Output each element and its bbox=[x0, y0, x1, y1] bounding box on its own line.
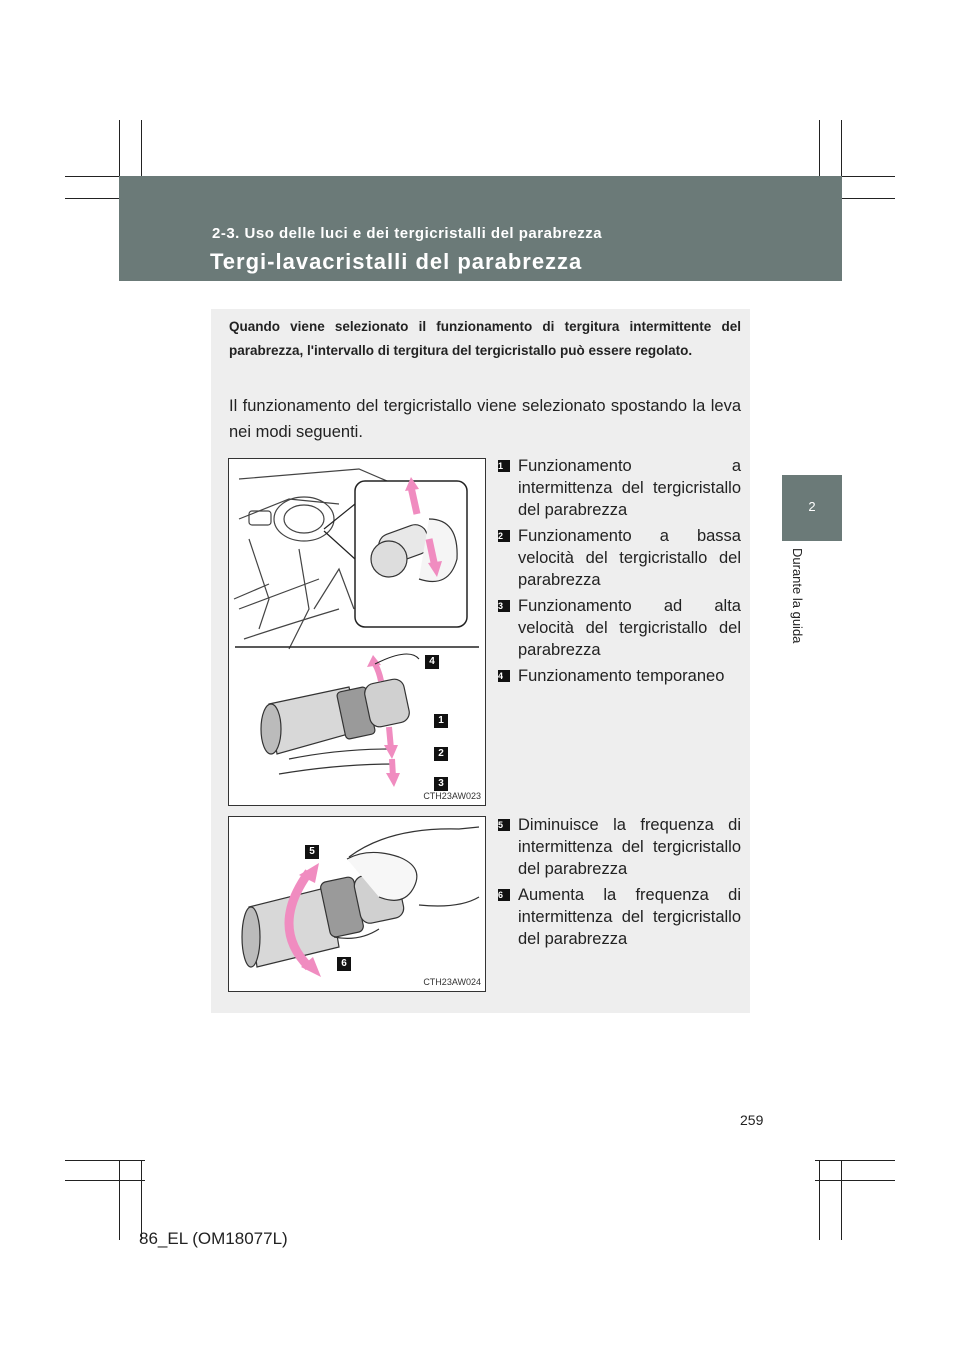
chapter-tab bbox=[782, 475, 842, 541]
intro-text: Il funzionamento del tergicristallo viene selezionato spostando la leva nei modi seguenti. bbox=[229, 397, 741, 441]
crop-mark bbox=[815, 1160, 895, 1161]
item-number: 6 bbox=[498, 889, 510, 901]
crop-mark bbox=[819, 1160, 820, 1240]
page-number: 259 bbox=[740, 1112, 764, 1128]
callout-6: 6 bbox=[337, 957, 351, 971]
item-number: 3 bbox=[498, 600, 510, 612]
interval-adjust-list bbox=[498, 814, 741, 954]
wiper-lever-illustration bbox=[228, 458, 486, 806]
figure-code: CTH23AW023 bbox=[423, 791, 481, 801]
lever-position-list bbox=[498, 455, 741, 691]
callout-5: 5 bbox=[305, 845, 319, 859]
list-item bbox=[498, 665, 741, 687]
item-text: Funzionamento a intermittenza del tergicristallo del parabrezza bbox=[518, 457, 741, 519]
item-number: 4 bbox=[498, 670, 510, 682]
callout-3: 3 bbox=[434, 777, 448, 791]
document-code: 86_EL (OM18077L) bbox=[139, 1229, 288, 1248]
crop-mark bbox=[841, 1160, 842, 1240]
crop-mark bbox=[119, 1160, 120, 1240]
item-text: Funzionamento temporaneo bbox=[518, 667, 725, 685]
item-text: Aumenta la frequenza di intermittenza del tergicristallo del parabrezza bbox=[518, 886, 741, 948]
section-label: 2-3. Uso delle luci e dei tergicristalli del parabrezza bbox=[212, 225, 603, 242]
item-number: 1 bbox=[498, 460, 510, 472]
callout-1: 1 bbox=[434, 714, 448, 728]
content-panel bbox=[211, 309, 750, 1013]
list-item bbox=[498, 814, 741, 880]
page-title: Tergi-lavacristalli del parabrezza bbox=[210, 249, 583, 274]
intro-bold-text: Quando viene selezionato il funzionamento di tergitura intermittente del parabrezza, l'intervallo di tergitura del tergicristallo può essere regolato. bbox=[229, 319, 741, 358]
list-item bbox=[498, 525, 741, 591]
callout-2: 2 bbox=[434, 747, 448, 761]
chapter-number: 2 bbox=[808, 499, 816, 514]
crop-mark bbox=[65, 1180, 145, 1181]
item-text: Diminuisce la frequenza di intermittenza del tergicristallo del parabrezza bbox=[518, 816, 741, 878]
crop-mark bbox=[815, 1180, 895, 1181]
list-item bbox=[498, 595, 741, 661]
figure-code: CTH23AW024 bbox=[423, 977, 481, 987]
list-item bbox=[498, 884, 741, 950]
header-band bbox=[119, 176, 842, 281]
crop-mark bbox=[141, 1160, 142, 1240]
item-number: 2 bbox=[498, 530, 510, 542]
item-text: Funzionamento ad alta velocità del tergicristallo del parabrezza bbox=[518, 597, 741, 659]
list-item bbox=[498, 455, 741, 521]
item-text: Funzionamento a bassa velocità del tergicristallo del parabrezza bbox=[518, 527, 741, 589]
item-number: 5 bbox=[498, 819, 510, 831]
chapter-label: Durante la guida bbox=[790, 548, 805, 644]
callout-4: 4 bbox=[425, 655, 439, 669]
wiper-ring-drawing bbox=[229, 817, 485, 991]
crop-mark bbox=[65, 1160, 145, 1161]
wiper-interval-illustration bbox=[228, 816, 486, 992]
